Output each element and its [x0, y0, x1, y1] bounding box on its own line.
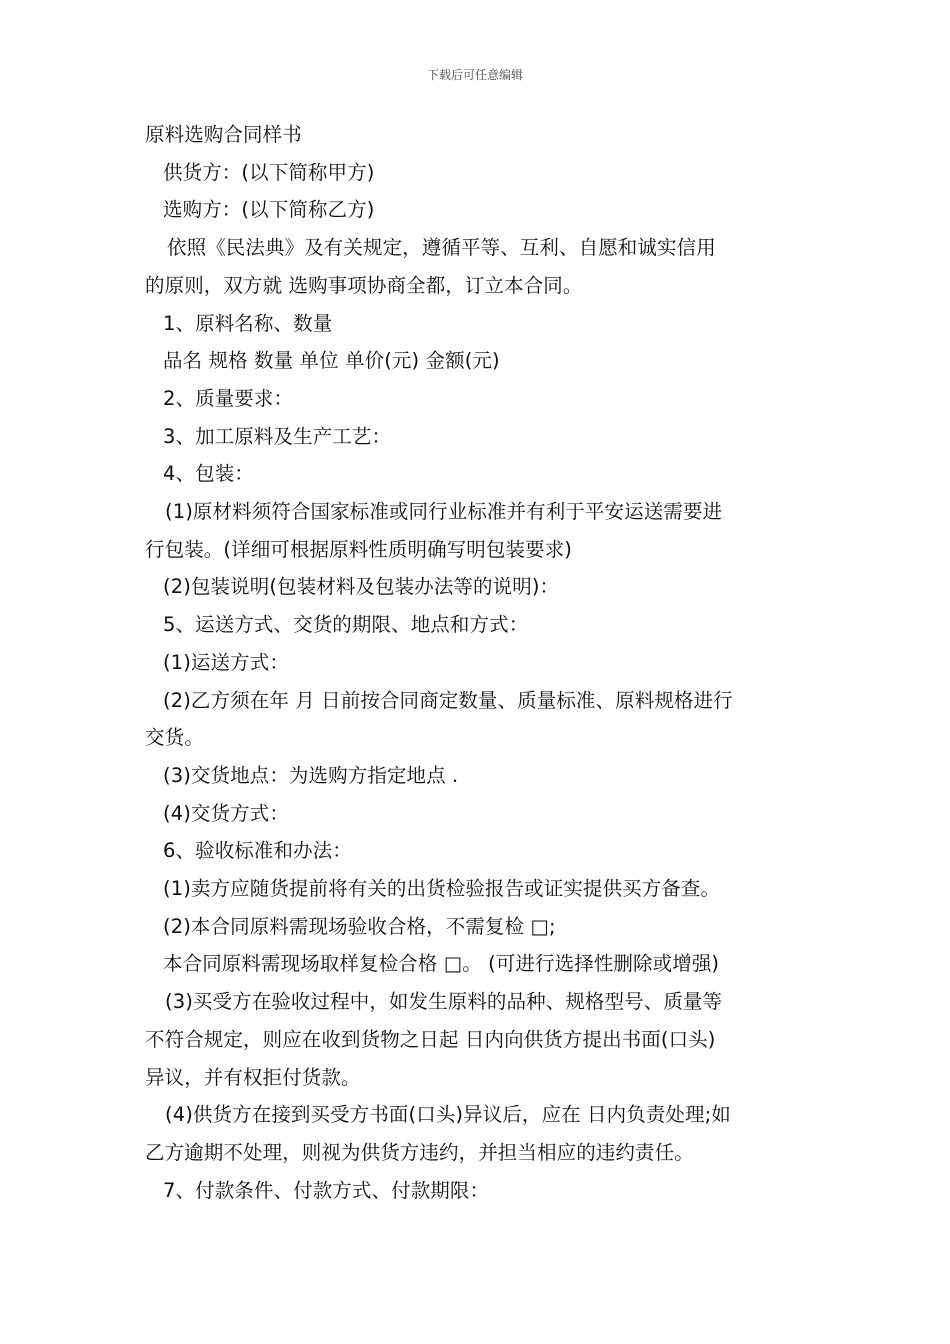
paragraph-line: (1)卖方应随货提前将有关的出货检验报告或证实提供买方备查。 — [163, 877, 721, 901]
document-title: 原料选购合同样书 — [145, 123, 302, 146]
section-heading: 5、运送方式、交货的期限、地点和方式： — [163, 613, 529, 637]
paragraph-line: (2)乙方须在年 月 日前按合同商定数量、质量标准、原料规格进行 — [163, 688, 733, 712]
paragraph-line: 异议，并有权拒付货款。 — [145, 1065, 361, 1089]
paragraph-line: (1)运送方式： — [163, 650, 289, 674]
paragraph-line: (3)交货地点：为选购方指定地点 . — [163, 763, 459, 787]
paragraph-line: (1)原材料须符合国家标准或同行业标准并有利于平安运送需要进 — [165, 500, 723, 524]
paragraph-line: 行包装。(详细可根据原料性质明确写明包装要求) — [145, 537, 573, 561]
section-heading: 3、加工原料及生产工艺： — [163, 424, 392, 448]
table-header-line: 品名 规格 数量 单位 单价(元) 金额(元) — [163, 349, 500, 373]
section-heading: 7、付款条件、付款方式、付款期限： — [163, 1178, 490, 1202]
page-header: 下载后可任意编辑 — [426, 68, 523, 82]
paragraph-line: 不符合规定，则应在收到货物之日起 日内向供货方提出书面(口头) — [145, 1027, 716, 1051]
paragraph-line: (2)本合同原料需现场验收合格，不需复检 □; — [163, 914, 556, 938]
section-heading: 6、验收标准和办法： — [163, 839, 352, 863]
buyer-line: 选购方：(以下简称乙方) — [163, 198, 375, 222]
section-heading: 2、质量要求： — [163, 386, 294, 410]
paragraph-line: (4)交货方式： — [163, 801, 289, 825]
paragraph-line: 交货。 — [145, 726, 204, 750]
section-heading: 1、原料名称、数量 — [163, 311, 333, 335]
supplier-line: 供货方：(以下简称甲方) — [163, 160, 375, 184]
document-body — [145, 116, 810, 1209]
paragraph-line: (2)包装说明(包装材料及包装办法等的说明)： — [163, 575, 560, 599]
paragraph-line: (3)买受方在验收过程中，如发生原料的品种、规格型号、质量等 — [165, 990, 723, 1014]
paragraph-line: (4)供货方在接到买受方书面(口头)异议后，应在 日内负责处理;如 — [165, 1103, 731, 1127]
paragraph-line: 依照《民法典》及有关规定，遵循平等、互利、自愿和诚实信用 — [167, 236, 716, 260]
paragraph-line: 乙方逾期不处理，则视为供货方违约，并担当相应的违约责任。 — [145, 1140, 694, 1164]
paragraph-line: 本合同原料需现场取样复检合格 □。 (可进行选择性删除或增强) — [163, 952, 720, 976]
paragraph-line: 的原则，双方就 选购事项协商全都，订立本合同。 — [145, 273, 583, 297]
section-heading: 4、包装： — [163, 462, 254, 486]
